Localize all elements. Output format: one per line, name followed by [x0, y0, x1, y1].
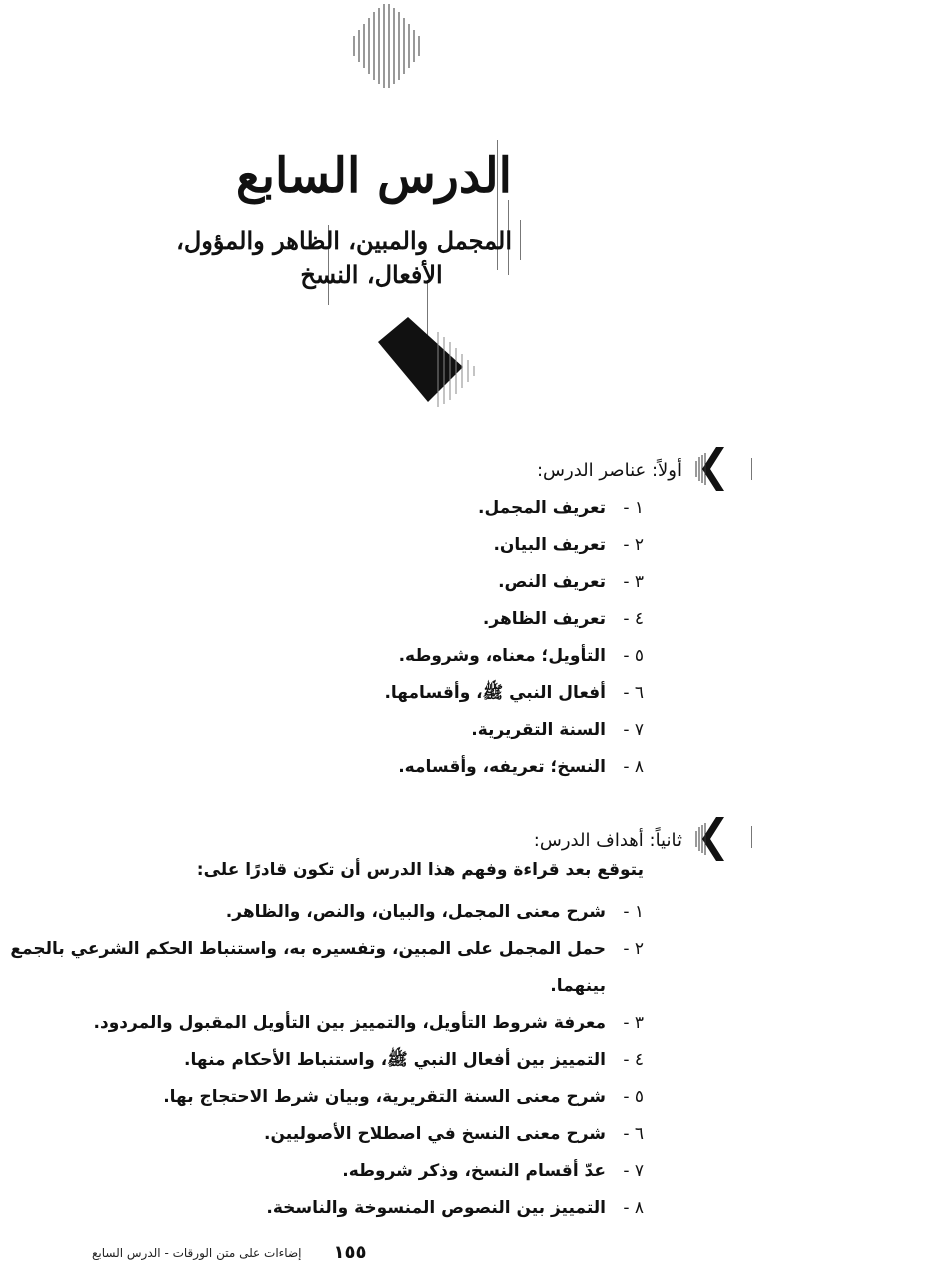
- list-item: ٤ -تعريف الظاهر.: [384, 601, 644, 638]
- list-item: ٧ -عدّ أقسام النسخ، وذكر شروطه.: [10, 1153, 644, 1190]
- frame-line: [751, 826, 752, 848]
- chevron-left-icon: [692, 445, 726, 493]
- section-heading-objectives: ثانياً: أهداف الدرس:: [533, 830, 682, 851]
- objectives-intro: يتوقع بعد قراءة وفهم هذا الدرس أن تكون قادرًا على:: [196, 860, 644, 880]
- list-item: ٣ -تعريف النص.: [384, 564, 644, 601]
- frame-line: [751, 458, 752, 480]
- section-heading-elements: أولاً: عناصر الدرس:: [536, 460, 682, 481]
- list-item: ٨ -التمييز بين النصوص المنسوخة والناسخة.: [10, 1190, 644, 1227]
- objectives-list: [10, 894, 644, 1227]
- chevron-left-icon: [692, 815, 726, 863]
- list-item: ٣ -معرفة شروط التأويل، والتمييز بين التأويل المقبول والمردود.: [10, 1005, 644, 1042]
- subtitle-line-1: المجمل والمبين، الظاهر والمؤول،: [176, 226, 512, 255]
- list-item-continuation: بينهما.: [550, 976, 606, 996]
- top-ornament-icon: [340, 0, 432, 92]
- page-footer: [92, 1242, 366, 1263]
- list-item: ٨ -النسخ؛ تعريفه، وأقسامه.: [384, 749, 644, 786]
- list-item: ٦ -شرح معنى النسخ في اصطلاح الأصوليين.: [10, 1116, 644, 1153]
- subtitle-line-2: الأفعال، النسخ: [300, 260, 443, 289]
- list-item: ٢ -تعريف البيان.: [384, 527, 644, 564]
- list-item: ١ -تعريف المجمل.: [384, 490, 644, 527]
- running-title: إضاءات على متن الورقات - الدرس السابع: [92, 1245, 302, 1260]
- list-item: ١ -شرح معنى المجمل، والبيان، والنص، والظاهر.: [10, 894, 644, 931]
- frame-line: [520, 220, 521, 260]
- lesson-title: الدرس السابع: [236, 148, 512, 204]
- lesson-subtitle: [176, 224, 512, 292]
- list-item: ٥ -شرح معنى السنة التقريرية، وبيان شرط الاحتجاج بها.: [10, 1079, 644, 1116]
- list-item: ٤ -التمييز بين أفعال النبي ﷺ، واستنباط الأحكام منها.: [10, 1042, 644, 1079]
- list-item: ٦ -أفعال النبي ﷺ، وأقسامها.: [384, 675, 644, 712]
- elements-list: [384, 490, 644, 786]
- page-number: ١٥٥: [333, 1242, 367, 1263]
- list-item: ٢ -حمل المجمل على المبين، وتفسيره به، واستنباط الحكم الشرعي بالجمع: [10, 931, 644, 968]
- list-item: ٧ -السنة التقريرية.: [384, 712, 644, 749]
- diamond-ornament-icon: [368, 312, 488, 407]
- list-item: ٥ -التأويل؛ معناه، وشروطه.: [384, 638, 644, 675]
